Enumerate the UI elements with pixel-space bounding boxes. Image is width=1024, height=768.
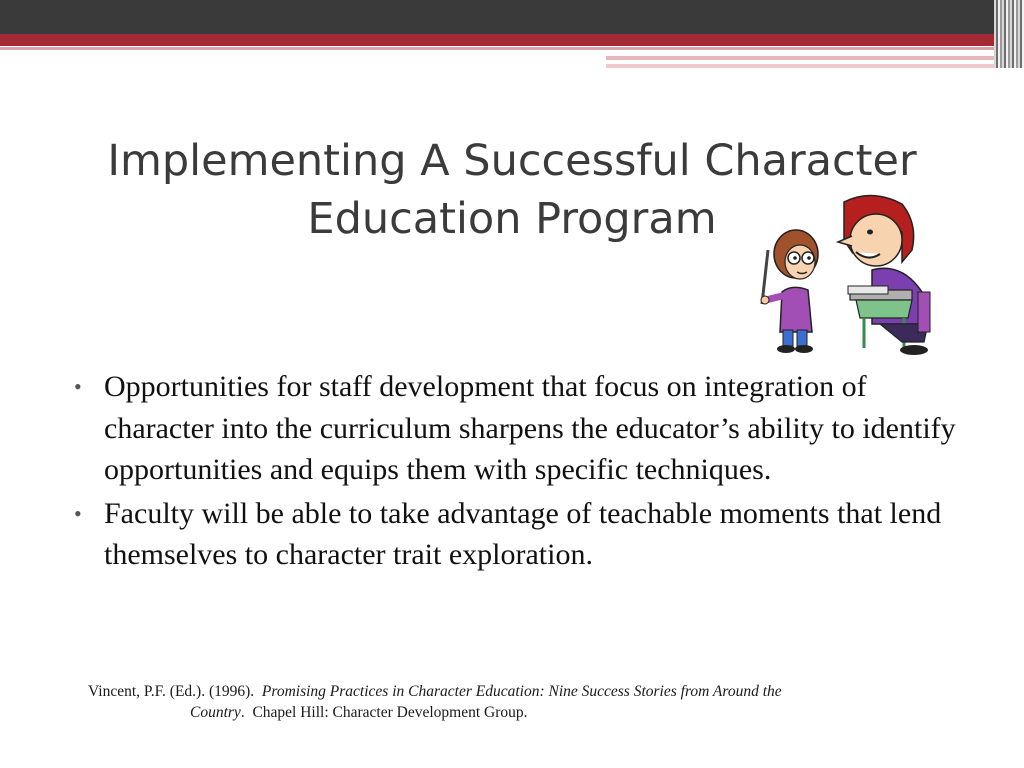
title-line-1: Implementing A Successful Character: [107, 136, 917, 186]
accent-line: [606, 64, 1006, 68]
bullet-list: [74, 366, 974, 578]
title-line-2: Education Program: [307, 194, 717, 244]
teacher-student-clipart-icon: [752, 192, 948, 364]
accent-line: [0, 47, 1024, 50]
citation-book-title-2: Country: [190, 704, 241, 721]
bullet-marker: •: [74, 500, 82, 526]
bullet-text: Opportunities for staff development that focus on integration of character into the curriculum sharpens the educator’s ability to identify opportunities and equips them with specific techniques.: [104, 370, 956, 486]
list-item: [74, 493, 974, 576]
top-accent-band: [0, 34, 1024, 46]
accent-line: [606, 56, 1006, 60]
citation-book-title-1: Promising Practices in Character Education: Nine Success Stories from Around the: [261, 683, 782, 700]
top-dark-bar: [0, 0, 1024, 34]
list-item: [74, 366, 974, 491]
citation-publisher: Chapel Hill: Character Development Group.: [252, 704, 528, 721]
bullet-marker: •: [74, 374, 82, 399]
corner-stripes: [994, 0, 1024, 68]
bullet-text: Faculty will be able to take advantage of teachable moments that lend themselves to character trait exploration.: [104, 496, 942, 571]
citation: Vincent, P.F. (Ed.). (1996). Promising Practices in Character Education: Nine Success Stories from Around the Country. Chapel Hill: Character Development Group.: [88, 683, 782, 721]
citation-author-year: Vincent, P.F. (Ed.). (1996).: [88, 683, 255, 700]
